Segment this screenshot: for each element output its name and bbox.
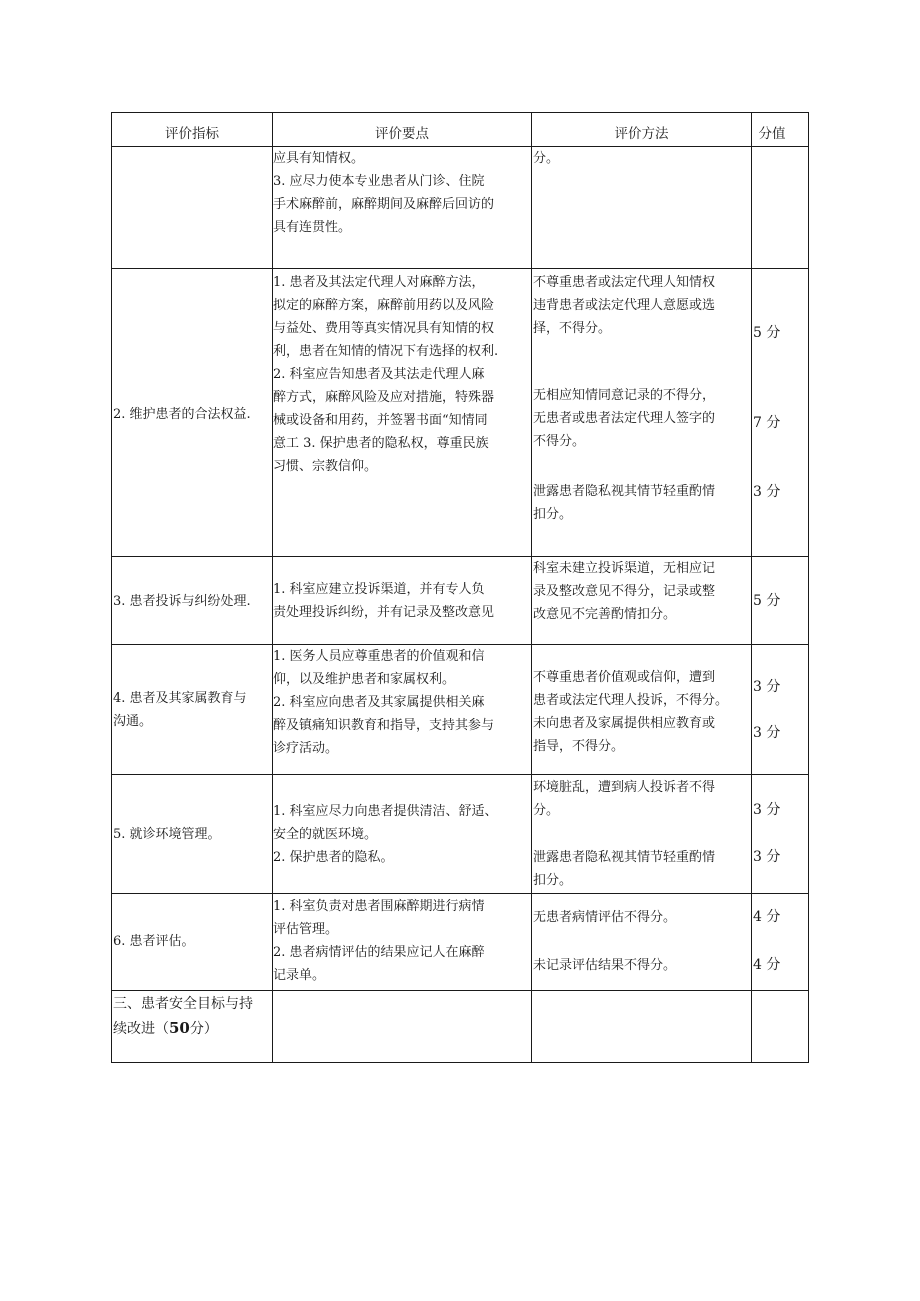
method-line: 环境脏乱，遭到病人投诉者不得	[533, 780, 716, 795]
header-indicator: 评价指标	[165, 126, 219, 142]
row3-methods	[533, 666, 728, 758]
method-line: 无患者病情评估不得分。	[533, 910, 677, 925]
row5-indicator: 6. 患者评估。	[113, 934, 195, 949]
method-line: 分。	[533, 151, 560, 166]
row5-method-1	[533, 906, 676, 929]
point-line: 诊疗活动。	[273, 741, 339, 756]
point-line: 记录单。	[273, 968, 326, 983]
row5-score-2: 4 分	[753, 957, 781, 973]
point-line: 利，患者在知情的情况下有选择的权利.	[273, 344, 499, 359]
row1-score-3: 3 分	[753, 484, 781, 500]
row4-score-2: 3 分	[753, 849, 781, 865]
row6-indicator	[113, 992, 253, 1041]
point-line: 1. 科室负责对患者围麻醉期进行病情	[273, 899, 485, 914]
row1-score-2: 7 分	[753, 415, 781, 431]
indicator-line	[113, 1016, 253, 1041]
point-line: 2. 患者病情评估的结果应记人在麻醉	[273, 945, 485, 960]
method-line: 扣分。	[533, 507, 573, 522]
method-line: 患者或法定代理人投诉，不得分。	[533, 693, 729, 708]
row-divider	[111, 268, 809, 269]
row1-score-1: 5 分	[753, 325, 781, 341]
indicator-text: 分）	[189, 1021, 218, 1037]
method-line: 不得分。	[533, 434, 586, 449]
point-line: 评估管理。	[273, 922, 339, 937]
row1-points	[273, 271, 498, 478]
method-line: 科室未建立投诉渠道，无相应记	[533, 561, 716, 576]
point-line: 1. 医务人员应尊重患者的价值观和信	[273, 649, 485, 664]
point-line: 拟定的麻醉方案，麻醉前用药以及风险	[273, 298, 495, 313]
indicator-score: 50	[169, 1019, 190, 1037]
row1-methods-b	[533, 384, 715, 453]
row2-indicator: 3. 患者投诉与纠纷处理.	[113, 594, 251, 609]
point-line: 械或设备和用药，并签署书面“知情同	[273, 413, 488, 428]
row4-methods-b	[533, 846, 715, 892]
row3-points	[273, 645, 494, 760]
row4-points	[273, 800, 498, 869]
point-line: 与益处、费用等真实情况具有知情的权	[273, 321, 495, 336]
point-line: 1. 科室应建立投诉渠道，并有专人负	[273, 582, 485, 597]
point-line: 2. 科室应告知患者及其法走代理人麻	[273, 367, 485, 382]
point-line: 醉及镇痛知识教育和指导，支持其参与	[273, 718, 495, 733]
method-line: 未向患者及家属提供相应教育或	[533, 716, 716, 731]
method-line: 指导，不得分。	[533, 739, 625, 754]
row0-points	[273, 147, 494, 239]
point-line: 意工 3. 保护患者的隐私权，尊重民族	[273, 436, 489, 451]
point-line: 1. 科室应尽力向患者提供清洁、舒适、	[273, 804, 498, 819]
row0-methods	[533, 147, 559, 170]
method-line: 不尊重患者价值观或信仰，遭到	[533, 670, 716, 685]
row1-indicator: 2. 维护患者的合法权益.	[113, 407, 251, 422]
header-points: 评价要点	[375, 126, 429, 142]
col-divider	[111, 112, 112, 1063]
row3-score-1: 3 分	[753, 679, 781, 695]
method-line: 扣分。	[533, 873, 573, 888]
method-line: 不尊重患者或法定代理人知情权	[533, 275, 716, 290]
point-line: 1. 患者及其法定代理人对麻醉方法，	[273, 275, 485, 290]
col-divider	[808, 112, 809, 1063]
row2-score: 5 分	[753, 593, 781, 609]
point-line: 仰，以及维护患者和家属权利。	[273, 672, 456, 687]
table-border-top	[111, 112, 809, 113]
row5-method-2	[533, 954, 676, 977]
point-line: 2. 保护患者的隐私。	[273, 850, 394, 865]
method-line: 无相应知情同意记录的不得分，	[533, 388, 716, 403]
row-divider	[111, 774, 809, 775]
indicator-line: 三、患者安全目标与持	[113, 996, 253, 1012]
col-divider	[751, 112, 752, 1063]
method-line: 录及整改意见不得分，记录或整	[533, 584, 716, 599]
header-method: 评价方法	[614, 126, 669, 142]
point-line: 手术麻醉前，麻醉期间及麻醉后回访的	[273, 197, 495, 212]
method-line: 泄露患者隐私视其情节轻重酌情	[533, 850, 716, 865]
row4-methods-a	[533, 776, 715, 822]
header-score: 分值	[758, 126, 786, 142]
point-line: 3. 应尽力使本专业患者从门诊、住院	[273, 174, 485, 189]
point-line: 责处理投诉纠纷，并有记录及整改意见	[273, 605, 495, 620]
method-line: 分。	[533, 803, 560, 818]
row-divider	[111, 990, 809, 991]
method-line: 改意见不完善酌情扣分。	[533, 607, 677, 622]
point-line: 安全的就医环境。	[273, 827, 378, 842]
method-line: 无患者或患者法定代理人签字的	[533, 411, 716, 426]
point-line: 具有连贯性。	[273, 220, 352, 235]
row3-score-2: 3 分	[753, 725, 781, 741]
row1-methods-c	[533, 480, 715, 526]
point-line: 2. 科室应向患者及其家属提供相关麻	[273, 695, 485, 710]
row-divider	[111, 893, 809, 894]
point-line: 习惯、宗教信仰。	[273, 459, 378, 474]
method-line: 泄露患者隐私视其情节轻重酌情	[533, 484, 716, 499]
point-line: 应具有知情权。	[273, 151, 365, 166]
point-line: 醉方式，麻醉风险及应对措施，特殊器	[273, 390, 495, 405]
method-line: 择，不得分。	[533, 321, 612, 336]
indicator-text: 续改进（	[113, 1021, 169, 1037]
method-line: 违背患者或法定代理人意愿或选	[533, 298, 716, 313]
col-divider	[531, 112, 532, 1063]
method-line: 未记录评估结果不得分。	[533, 958, 677, 973]
row2-points	[273, 578, 494, 624]
row4-score-1: 3 分	[753, 802, 781, 818]
indicator-line: 沟通。	[113, 714, 153, 729]
row5-points	[273, 895, 485, 987]
row5-score-1: 4 分	[753, 909, 781, 925]
indicator-line: 4. 患者及其家属教育与	[113, 691, 247, 706]
table-border-bottom	[111, 1062, 809, 1063]
row2-methods	[533, 557, 715, 626]
row4-indicator: 5. 就诊环境管理。	[113, 827, 221, 842]
row1-methods-a	[533, 271, 715, 340]
row3-indicator	[113, 687, 247, 733]
